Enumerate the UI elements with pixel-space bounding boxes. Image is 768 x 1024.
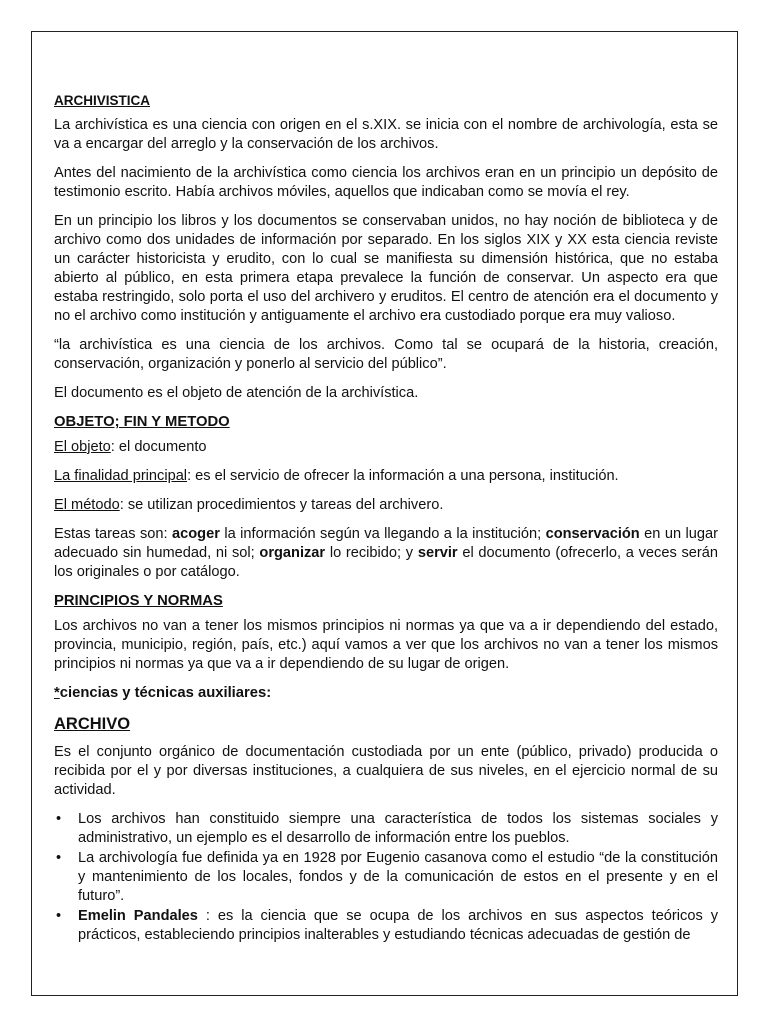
bullet-text-3: : es la ciencia que se ocupa de los archivos en sus aspectos teóricos y prácticos, estableciendo principios inalterables y estudiando técnicas adecuadas de gestión de: [78, 908, 718, 943]
tasks-text-1: Estas tareas son:: [54, 526, 173, 542]
finalidad-text: : es el servicio de ofrecer la información a una persona, institución.: [187, 468, 619, 484]
metodo-text: : se utilizan procedimientos y tareas del archivero.: [119, 497, 444, 513]
quote-paragraph: “la archivística es una ciencia de los archivos. Como tal se ocupará de la historia, creación, conservación, organización y ponerlo al servicio del público”.: [54, 337, 718, 372]
objeto-term: El objeto: [54, 439, 111, 455]
task-conservacion: conservación: [545, 526, 640, 542]
intro-paragraph-3: En un principio los libros y los documentos se conservaban unidos, no hay noción de biblioteca y de archivo como dos unidades de información por separado. En los siglos XIX y XX esta ciencia reviste un carácter historicista y erudito, con lo cual se manifiesta su dimensión histórica, que no estaba abierto al público, en esta primera etapa prevalece la función de conservar. Un aspecto era que estaba restringido, solo porta el uso del archivero y eruditos. El centro de atención era el documento y no el archivo como institución y antiguamente el archivo era custodiado porque era muy valioso.: [54, 213, 718, 324]
section-heading-principios: PRINCIPIOS Y NORMAS: [54, 593, 223, 609]
tasks-text-4: lo recibido; y: [325, 545, 418, 561]
section-heading-objeto: OBJETO; FIN Y METODO: [54, 414, 230, 430]
bullet-author-name: Emelin Pandales: [78, 908, 198, 924]
finalidad-item: [54, 467, 718, 486]
tasks-text-5: el documento (ofrecerlo, a veces serán los originales o por catálogo.: [54, 545, 718, 580]
tasks-paragraph: [54, 525, 718, 582]
bullet-text-1: Los archivos han constituido siempre una característica de todos los sistemas sociales y administrativo, un ejemplo es el desarrollo de información entre los pueblos.: [78, 811, 718, 846]
metodo-term: El método: [54, 497, 120, 513]
tasks-text-3: en un lugar adecuado sin humedad, ni sol;: [54, 526, 718, 561]
list-item: [54, 907, 718, 945]
objeto-item: [54, 438, 718, 457]
principios-paragraph: Los archivos no van a tener los mismos principios ni normas ya que va a ir dependiendo del estado, provincia, municipio, región, país, etc.) aquí vamos a ver que los archivos no van a tener los mismos principios ni normas ya que va a ir dependiendo de su lugar de origen.: [54, 618, 718, 672]
document-body: [54, 91, 718, 946]
archivo-bullet-list: [54, 810, 718, 945]
intro-paragraph-5: El documento es el objeto de atención de la archivística.: [54, 385, 419, 401]
list-item: [54, 810, 718, 848]
list-item: [54, 849, 718, 906]
archivo-definition: Es el conjunto orgánico de documentación custodiada por un ente (público, privado) producida o recibida por el y por diversas instituciones, a cualquiera de sus niveles, en el ejercicio normal de su actividad.: [54, 744, 718, 798]
task-acoger: acoger: [172, 526, 220, 542]
section-heading-archivo: ARCHIVO: [54, 715, 131, 733]
document-title: ARCHIVISTICA: [54, 93, 151, 108]
intro-paragraph-2: Antes del nacimiento de la archivística como ciencia los archivos eran en un principio un depósito de testimonio escrito. Había archivos móviles, aquellos que indicaban como se movía el rey.: [54, 165, 718, 200]
task-servir: servir: [417, 545, 458, 561]
document-page: [31, 31, 738, 996]
tasks-text-2: la información según va llegando a la institución;: [219, 526, 546, 542]
finalidad-term: La finalidad principal: [54, 468, 188, 484]
ciencias-heading-text: ciencias y técnicas auxiliares:: [59, 685, 272, 701]
intro-paragraph-1: La archivística es una ciencia con origen en el s.XIX. se inicia con el nombre de archivología, esta se va a encargar del arreglo y la conservación de los archivos.: [54, 117, 718, 152]
section-heading-ciencias: [54, 684, 718, 703]
metodo-item: [54, 496, 718, 515]
objeto-text: : el documento: [110, 439, 207, 455]
asterisk-marker: *: [54, 685, 60, 701]
bullet-text-2: La archivología fue definida ya en 1928 por Eugenio casanova como el estudio “de la constitución y mantenimiento de los locales, fondos y de la comunicación de estos en el presente y en el futuro”.: [78, 850, 718, 904]
task-organizar: organizar: [259, 545, 326, 561]
